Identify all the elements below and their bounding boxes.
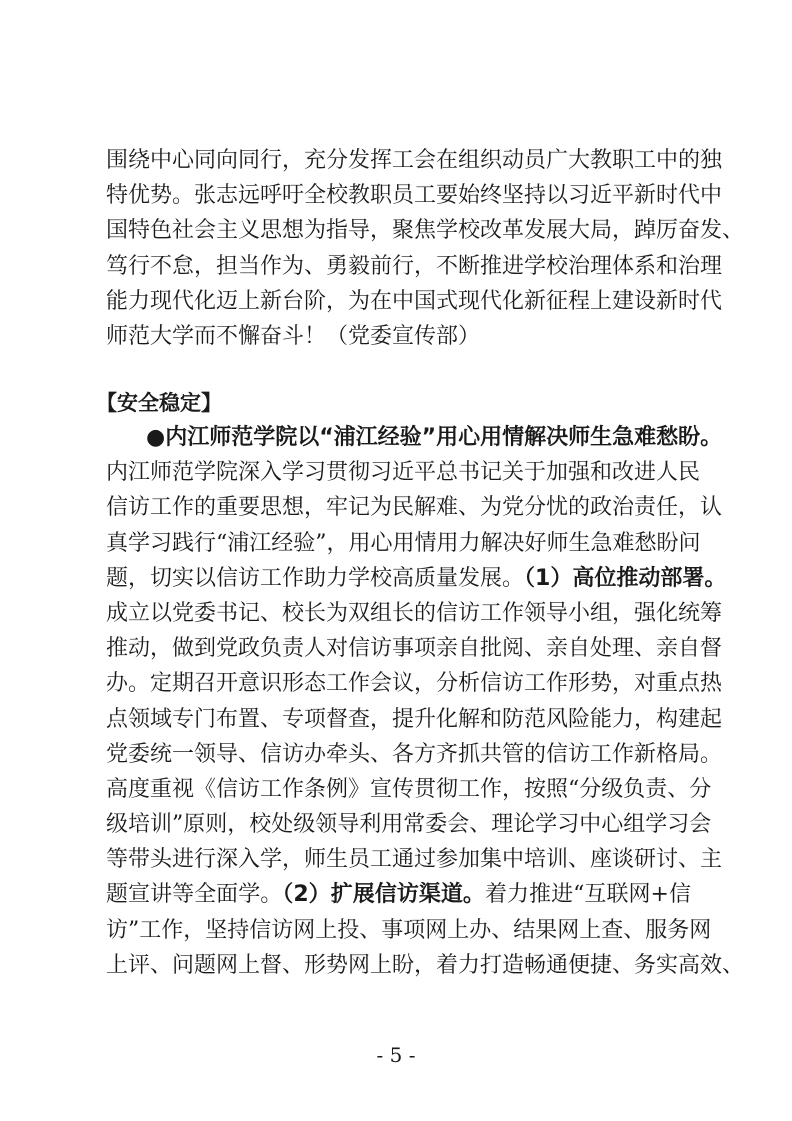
text-span: 着力推进“互联网+信 bbox=[484, 882, 691, 908]
subheading-1: （1）高位推动部署。 bbox=[524, 565, 727, 591]
text-line: 国特色社会主义思想为指导，聚焦学校改革发展大局，踔厉奋发、 bbox=[106, 218, 745, 244]
text-line bbox=[106, 877, 691, 912]
text-line: 真学习践行“浦江经验”，用心用情用力解决好师生急难愁盼问 bbox=[106, 530, 701, 556]
text-line: 笃行不怠，担当作为、勇毅前行，不断推进学校治理体系和治理 bbox=[106, 253, 723, 279]
text-line: 级培训”原则，校处级领导利用常委会、理论学习中心组学习会 bbox=[106, 812, 712, 838]
paragraph-closing bbox=[106, 143, 745, 354]
text-line: 能力现代化迈上新台阶，为在中国式现代化新征程上建设新时代 bbox=[106, 288, 723, 314]
text-line: 围绕中心同向同行，充分发挥工会在组织动员广大教职工中的独 bbox=[106, 148, 723, 173]
section-heading: 【安全稳定】 bbox=[96, 391, 222, 415]
text-line: 访”工作，坚持信访网上投、事项网上办、结果网上查、服务网 bbox=[106, 917, 712, 943]
text-line: 内江师范学院深入学习贯彻习近平总书记关于加强和改进人民 bbox=[106, 460, 701, 486]
text-line: 信访工作的重要思想，牢记为民解难、为党分忧的政治责任，认 bbox=[106, 495, 723, 521]
paragraph-safety bbox=[106, 420, 745, 983]
text-line: 师范大学而不懈奋斗！（党委宣传部） bbox=[106, 323, 481, 349]
text-line: 点领域专门布置、专项督查，提升化解和防范风险能力，构建起 bbox=[106, 706, 723, 732]
text-span: 题，切实以信访工作助力学校高质量发展。 bbox=[106, 565, 525, 591]
text-line: 推动，做到党政负责人对信访事项亲自批阅、亲自处理、亲自督 bbox=[106, 636, 723, 662]
text-line: 党委统一领导、信访办牵头、各方齐抓共管的信访工作新格局。 bbox=[106, 741, 723, 767]
text-span: 题宣讲等全面学。 bbox=[106, 882, 283, 908]
text-line: 办。定期召开意识形态工作会议，分析信访工作形势，对重点热 bbox=[106, 671, 723, 697]
page-number: - 5 - bbox=[376, 1043, 416, 1067]
lead-sentence: ●内江师范学院以“浦江经验”用心用情解决师生急难愁盼。 bbox=[146, 425, 723, 450]
text-line: 上评、问题网上督、形势网上盼，着力打造畅通便捷、务实高效、 bbox=[106, 952, 745, 978]
subheading-2: （2）扩展信访渠道。 bbox=[282, 882, 485, 908]
text-line bbox=[106, 561, 727, 596]
text-line: 高度重视《信访工作条例》宣传贯彻工作，按照“分级负责、分 bbox=[106, 776, 712, 802]
text-line: 特优势。张志远呼吁全校教职员工要始终坚持以习近平新时代中 bbox=[106, 183, 723, 209]
text-line: 等带头进行深入学，师生员工通过参加集中培训、座谈研讨、主 bbox=[106, 847, 723, 873]
text-line: 成立以党委书记、校长为双组长的信访工作领导小组，强化统筹 bbox=[106, 600, 723, 626]
